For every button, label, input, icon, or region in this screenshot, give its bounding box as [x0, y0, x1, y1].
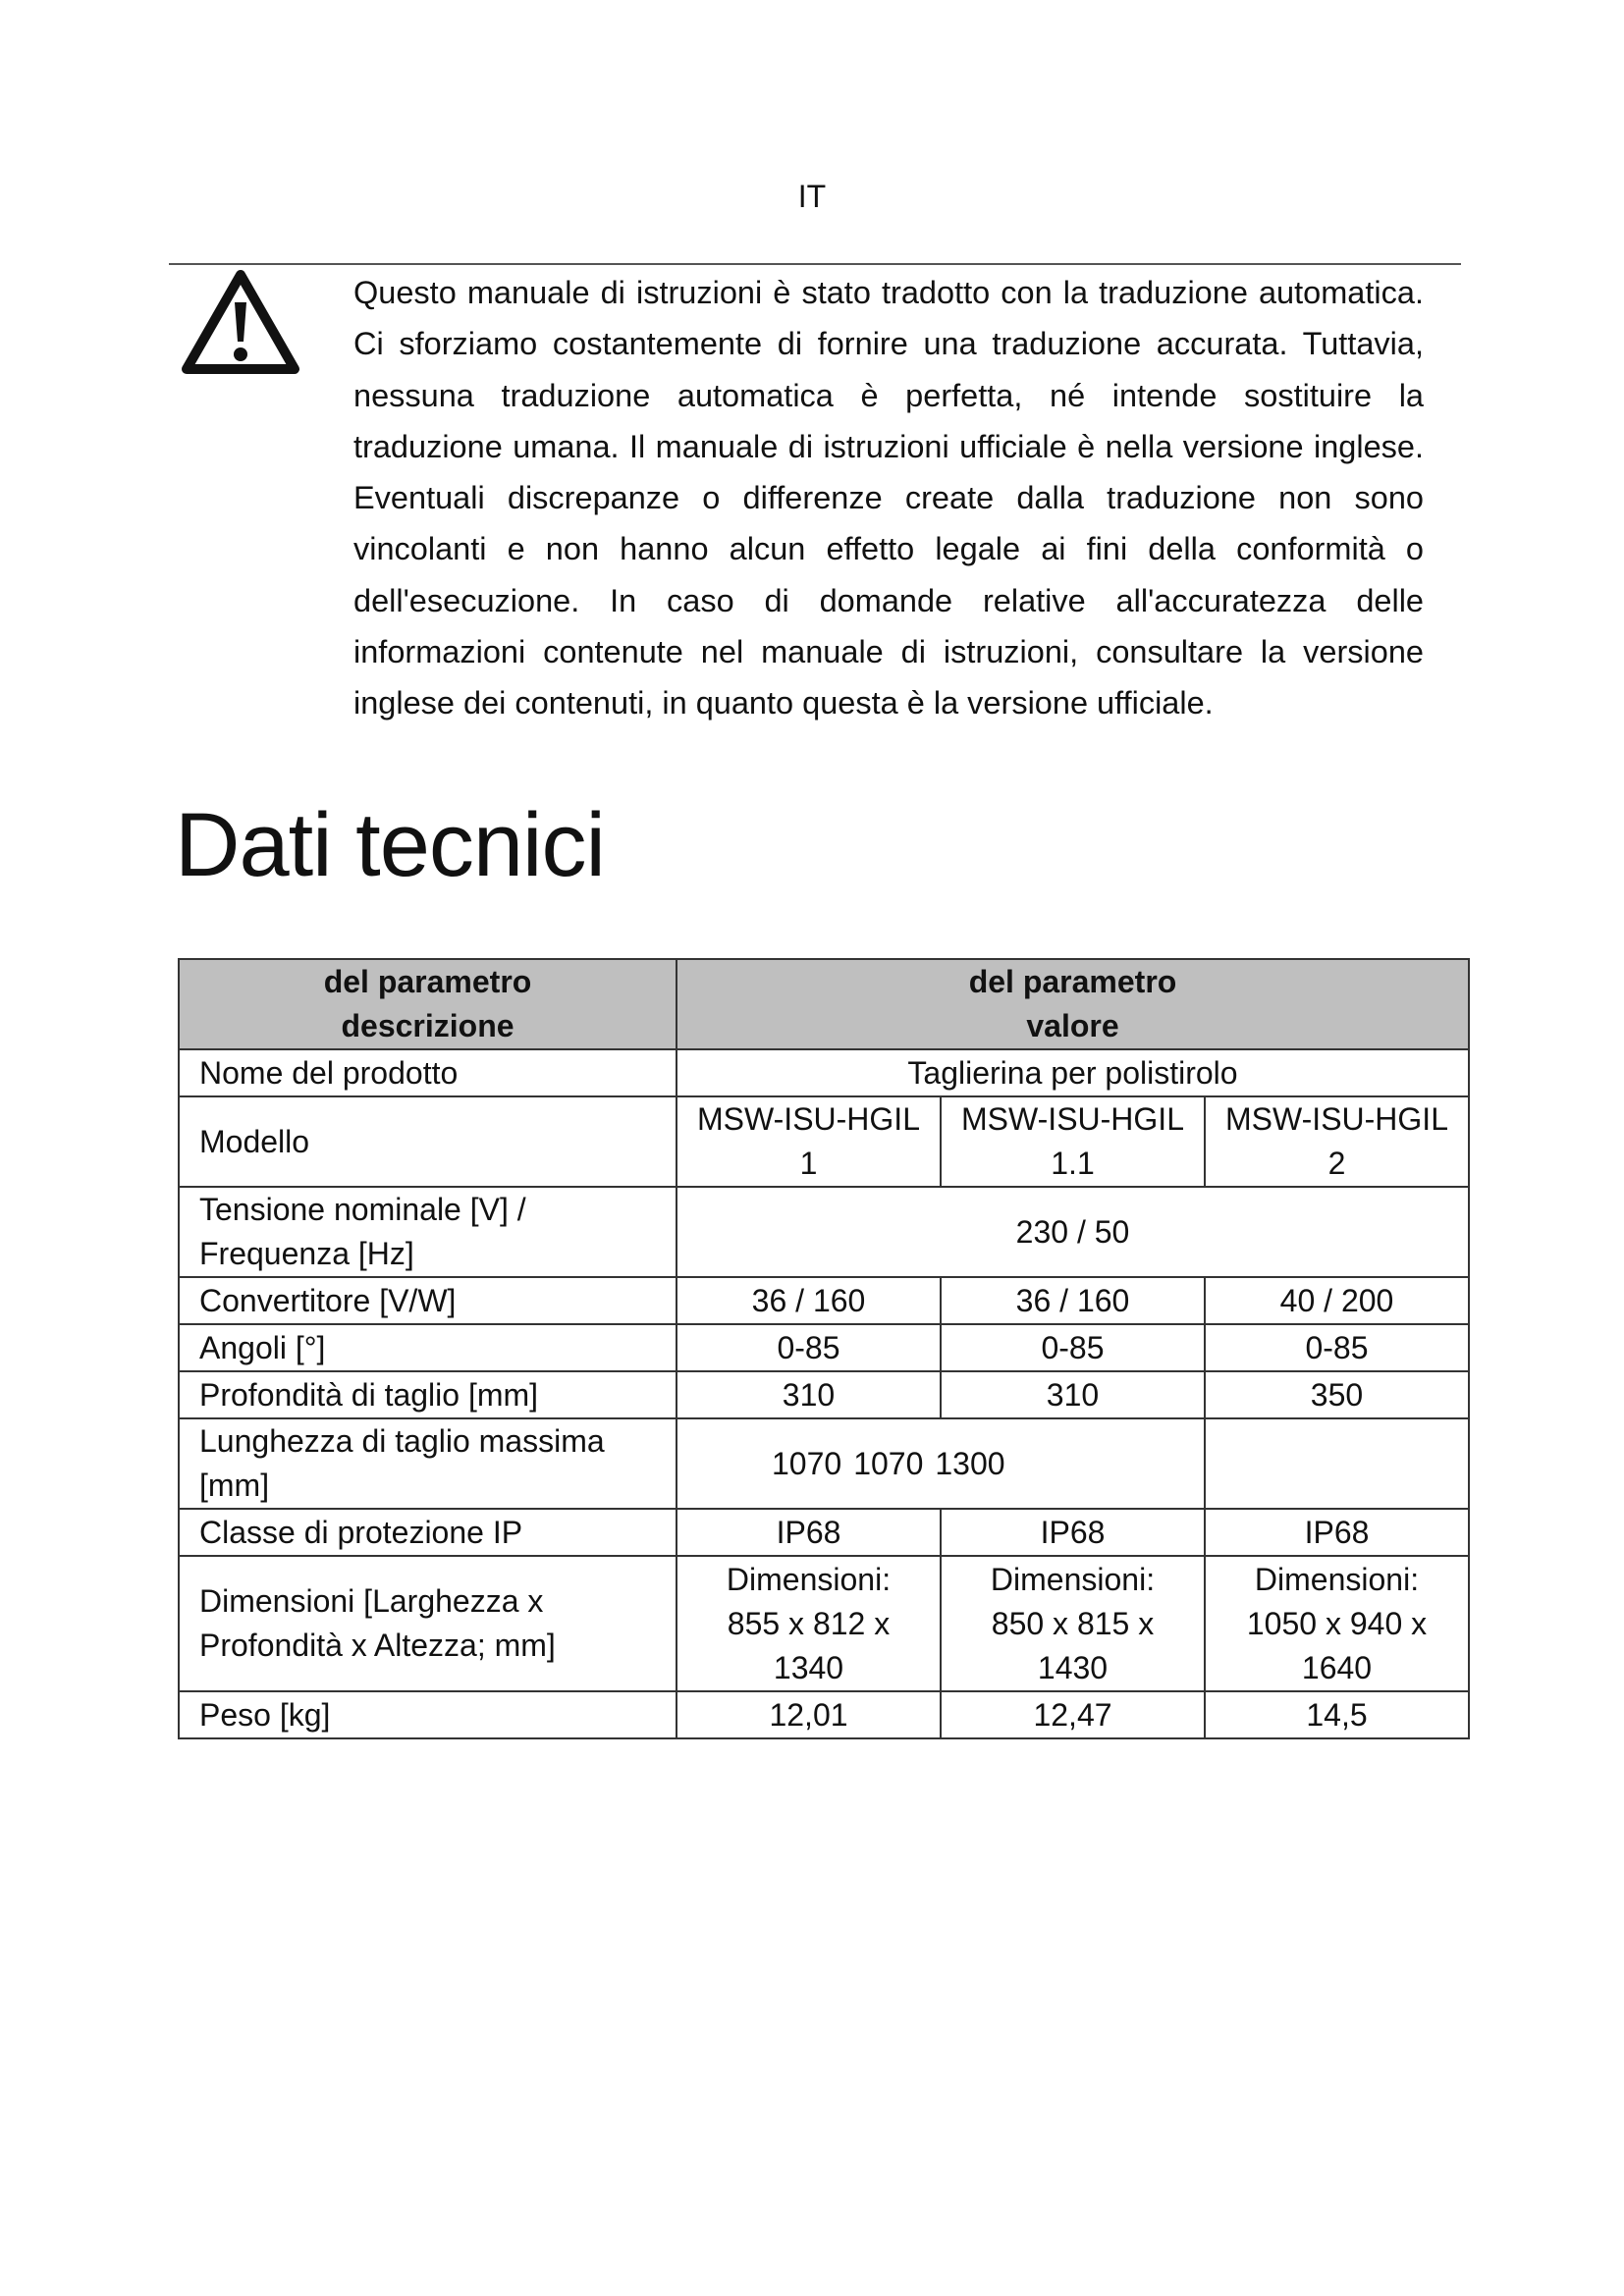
row-label [179, 1556, 677, 1691]
table-row [179, 1277, 1469, 1324]
table-row [179, 1371, 1469, 1418]
dimensions-line1: Dimensioni: [990, 1561, 1156, 1597]
dimensions-value [941, 1556, 1205, 1691]
table-row [179, 1509, 1469, 1556]
converter-value: 40 / 200 [1205, 1277, 1469, 1324]
header-param-line1: del parametro [323, 964, 532, 999]
header-value-line2: valore [1026, 1008, 1119, 1043]
row-label [179, 1187, 677, 1277]
model-line2: 2 [1327, 1146, 1346, 1181]
model-line1: MSW-ISU-HGIL [961, 1101, 1184, 1137]
dimensions-line2: 850 x 815 x [991, 1605, 1155, 1641]
warning-triangle-icon [181, 267, 300, 375]
header-param-line2: descrizione [341, 1008, 514, 1043]
table-row [179, 1096, 1469, 1187]
machine-translation-notice: Questo manuale di istruzioni è stato tradotto con la traduzione automatica. Ci sforziamo costantemente di fornire una traduzione accurata. Tuttavia, nessuna traduzione automatica è perfetta, né intende sostituire la traduzione umana. Il manuale di istruzioni ufficiale è nella versione inglese. Eventuali discrepanze o differenze create dalla traduzione non sono vincolanti e non hanno alcun effetto legale ai fini della conformità o dell'esecuzione. In caso di domande relative all'accuratezza delle informazioni contenute nel manuale di istruzioni, consultare la versione inglese dei contenuti, in quanto questa è la versione ufficiale. [353, 275, 1424, 721]
max-cut-label-line1: Lunghezza di taglio massima [199, 1423, 605, 1459]
empty-cell [1205, 1418, 1469, 1509]
product-name-value: Taglierina per polistirolo [677, 1049, 1469, 1096]
converter-value: 36 / 160 [941, 1277, 1205, 1324]
ip-class-value: IP68 [1205, 1509, 1469, 1556]
model-line1: MSW-ISU-HGIL [1225, 1101, 1448, 1137]
dimensions-label-line2: Profondità x Altezza; mm] [199, 1628, 556, 1663]
language-code: IT [797, 179, 827, 214]
row-label: Modello [179, 1096, 677, 1187]
dimensions-line3: 1430 [1037, 1649, 1109, 1685]
model-line2: 1.1 [1051, 1146, 1095, 1181]
weight-value: 12,01 [677, 1691, 941, 1738]
dimensions-label-line1: Dimensioni [Larghezza x [199, 1583, 544, 1619]
angle-value: 0-85 [941, 1324, 1205, 1371]
max-cut-length-values [677, 1418, 1205, 1509]
table-row [179, 1324, 1469, 1371]
table-row [179, 1187, 1469, 1277]
max-cut-length-value: 1300 [935, 1445, 1005, 1481]
model-line1: MSW-ISU-HGIL [697, 1101, 920, 1137]
header-parameter-value [677, 959, 1469, 1049]
row-label: Angoli [°] [179, 1324, 677, 1371]
table-row [179, 1691, 1469, 1738]
voltage-label-line1: Tensione nominale [V] / [199, 1192, 526, 1227]
angle-value: 0-85 [677, 1324, 941, 1371]
cut-depth-value: 310 [677, 1371, 941, 1418]
weight-value: 12,47 [941, 1691, 1205, 1738]
row-label: Convertitore [V/W] [179, 1277, 677, 1324]
cut-depth-value: 310 [941, 1371, 1205, 1418]
converter-value: 36 / 160 [677, 1277, 941, 1324]
dimensions-line3: 1640 [1301, 1649, 1373, 1685]
cut-depth-value: 350 [1205, 1371, 1469, 1418]
top-divider [169, 263, 1461, 265]
weight-value: 14,5 [1205, 1691, 1469, 1738]
max-cut-length-value: 1070 [772, 1445, 842, 1481]
ip-class-value: IP68 [677, 1509, 941, 1556]
row-label: Classe di protezione IP [179, 1509, 677, 1556]
dimensions-line2: 1050 x 940 x [1246, 1605, 1428, 1641]
section-title: Dati tecnici [175, 795, 605, 895]
max-cut-length-value: 1070 [853, 1445, 924, 1481]
dimensions-line1: Dimensioni: [1254, 1561, 1420, 1597]
max-cut-label-line2: [mm] [199, 1468, 270, 1503]
header-value-line1: del parametro [968, 964, 1177, 999]
table-row [179, 1049, 1469, 1096]
dimensions-line1: Dimensioni: [726, 1561, 892, 1597]
row-label: Nome del prodotto [179, 1049, 677, 1096]
table-row [179, 1556, 1469, 1691]
voltage-value: 230 / 50 [677, 1187, 1469, 1277]
row-label: Peso [kg] [179, 1691, 677, 1738]
model-value [941, 1096, 1205, 1187]
row-label [179, 1418, 677, 1509]
model-value [1205, 1096, 1469, 1187]
voltage-label-line2: Frequenza [Hz] [199, 1236, 414, 1271]
dimensions-line2: 855 x 812 x [727, 1605, 891, 1641]
ip-class-value: IP68 [941, 1509, 1205, 1556]
model-line2: 1 [799, 1146, 818, 1181]
table-header-row [179, 959, 1469, 1049]
dimensions-line3: 1340 [773, 1649, 844, 1685]
dimensions-value [1205, 1556, 1469, 1691]
angle-value: 0-85 [1205, 1324, 1469, 1371]
technical-data-table [178, 958, 1470, 1739]
header-parameter-description [179, 959, 677, 1049]
row-label: Profondità di taglio [mm] [179, 1371, 677, 1418]
table-row [179, 1418, 1469, 1509]
dimensions-value [677, 1556, 941, 1691]
model-value [677, 1096, 941, 1187]
